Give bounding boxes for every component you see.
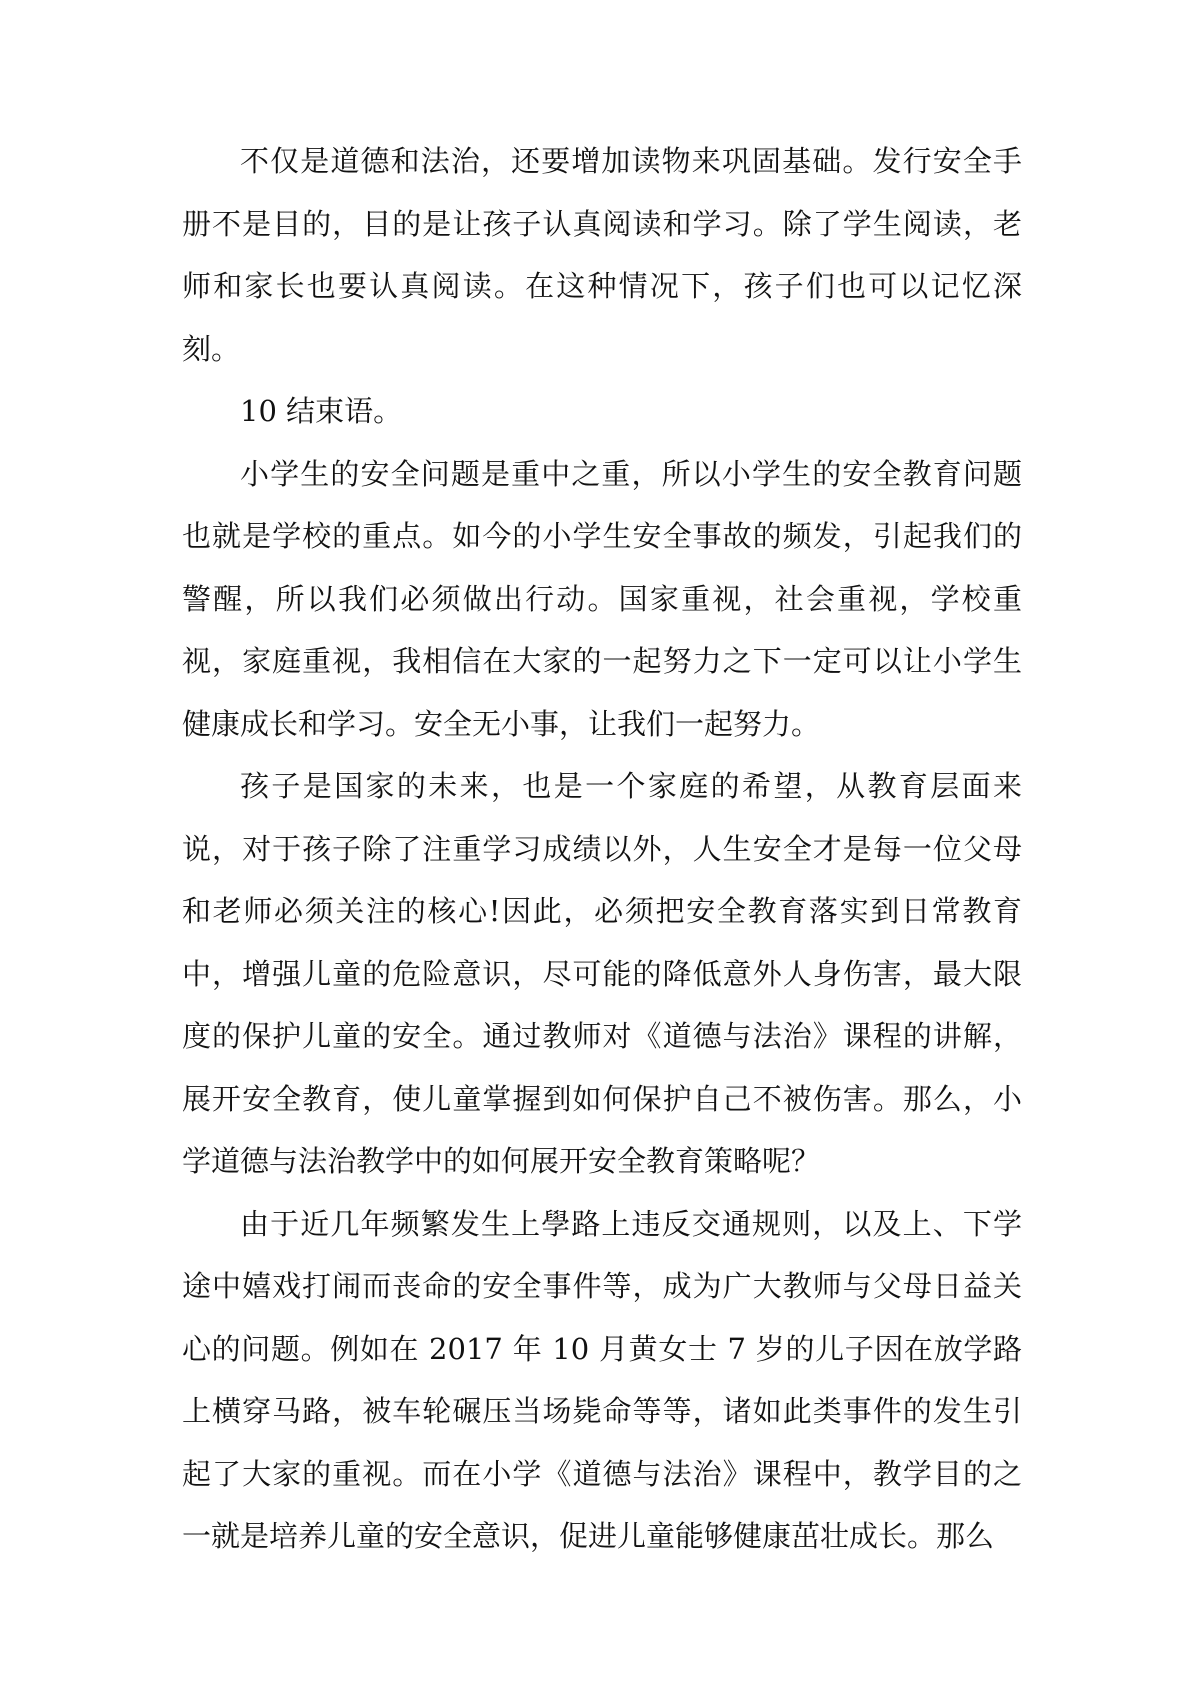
- section-heading-conclusion: 10 结束语。: [240, 394, 403, 428]
- paragraph-reading-materials: 不仅是道德和法治，还要增加读物来巩固基础。发行安全手册不是目的，目的是让孩子认真阅读和学习。除了学生阅读，老师和家长也要认真阅读。在这种情况下，孩子们也可以记忆深刻。: [182, 144, 1022, 366]
- paragraph-traffic-safety: 由于近几年频繁发生上學路上违反交通规则，以及上、下学途中嬉戏打闹而丧命的安全事件等，成为广大教师与父母日益关心的问题。例如在 2017 年 10 月黄女士 7 岁的儿子因在放学路上横穿马路，被车轮碾压当场毙命等等，诸如此类事件的发生引起了大家的重视。而在小学《道德与法治》课程中，教学目的之一就是培养儿童的安全意识，促进儿童能够健康茁壮成长。那么: [182, 1206, 1022, 1553]
- document-body: [182, 130, 1022, 1568]
- paragraph-conclusion: 小学生的安全问题是重中之重，所以小学生的安全教育问题也就是学校的重点。如今的小学生安全事故的频发，引起我们的警醒，所以我们必须做出行动。国家重视，社会重视，学校重视，家庭重视，我相信在大家的一起努力之下一定可以让小学生健康成长和学习。安全无小事，让我们一起努力。: [182, 456, 1022, 741]
- paragraph-children-future: 孩子是国家的未来，也是一个家庭的希望，从教育层面来说，对于孩子除了注重学习成绩以外，人生安全才是每一位父母和老师必须关注的核心!因此，必须把安全教育落实到日常教育中，增强儿童的危险意识，尽可能的降低意外人身伤害，最大限度的保护儿童的安全。通过教师对《道德与法治》课程的讲解，展开安全教育，使儿童掌握到如何保护自己不被伤害。那么，小学道德与法治教学中的如何展开安全教育策略呢？: [182, 769, 1022, 1178]
